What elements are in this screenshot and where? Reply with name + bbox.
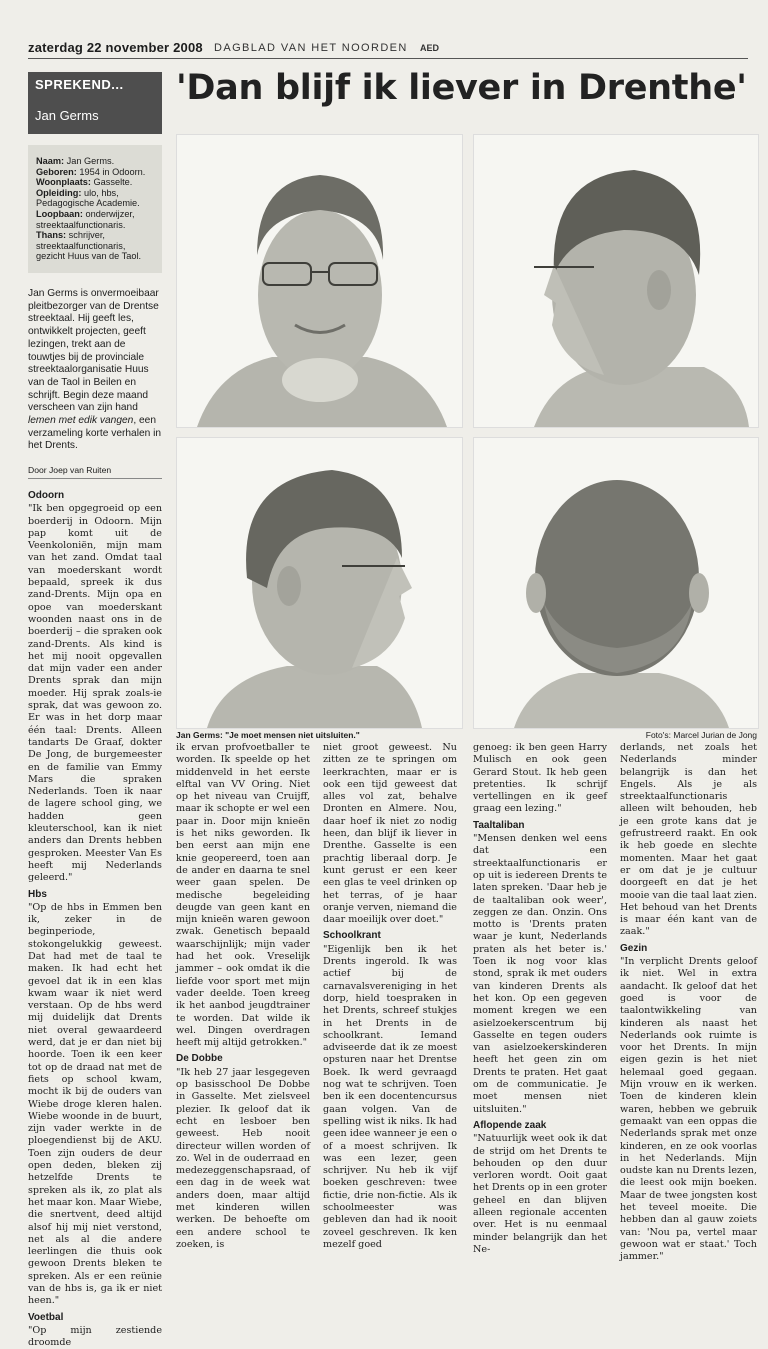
masthead <box>28 40 748 59</box>
portrait-photo-front <box>176 134 463 428</box>
infobox-label: Geboren: <box>36 166 77 177</box>
section-heading: Odoorn <box>28 490 65 501</box>
text-column-2 <box>176 742 310 1250</box>
infobox-label: Naam: <box>36 156 65 166</box>
portrait-photo-back <box>473 437 759 729</box>
section-heading: Aflopende zaak <box>473 1119 547 1131</box>
article-intro <box>28 288 162 453</box>
paragraph: niet groot geweest. Nu zitten ze te springen om leerkrachten, maar er is ook een tijd geweest dat alles vol zat, behalve Dronten en Almere. Nou, daar hoef ik niet zo nodig heen, dan blijf ik liever in Drenthe. Gasselte is een prachtig liberaal dorp. Je kunt gerust er een keer een glas te veel drinken op het terras, of je haar oranje verven, niemand die daar moeilijk over doet." <box>323 742 457 926</box>
text-column-5 <box>620 742 757 1263</box>
newspaper-name: DAGBLAD VAN HET NOORDEN <box>214 42 408 54</box>
infobox-value: Gasselte. <box>90 177 133 188</box>
paragraph: derlands, net zoals het Nederlands minder belangrijk is dan het Engels. Als je als streektaalfunctionaris alleen wilt behouden, heb je een grote kans dat je gefrustreerd raakt. En ook ik heb goede en slechte momenten. Maar het gaat er om dat je je cultuur doorgeeft en dat je het mooie van die taal laat zien. Het behoud van het Drents is maar één kant van de zaak." <box>620 742 757 938</box>
section-heading: Taaltaliban <box>473 819 525 831</box>
intro-text: Jan Germs is onvermoeibaar pleitbezorger van de Drentse streektaal. Hij geeft les, ontwikkelt projecten, geeft lezingen, trekt aan de touwtjes bij de provinciale streektaalorganisatie Huus van de Taol in Beilen en schrijft. Begin deze maand verscheen van zijn hand <box>28 288 159 414</box>
byline: Door Joep van Ruiten <box>28 465 162 479</box>
infobox-row <box>36 188 156 209</box>
infobox-row <box>36 156 156 167</box>
paragraph: "Ik ben opgegroeid op een boerderij in Odoorn. Mijn pap komt uit de Veenkoloniën, mijn mam van het zand. Omdat taal van moederskant wordt bepaald, spreek ik dus zand-Drents. Mijn opa en opoe van moederskant woonden naast ons in de boerderij – die spraken ook zand-Drents. Als kind is het mij nooit opgevallen dat mijn vader een ander Drents sprak dan mijn moeder. Hij sprak zoals-ie sprak, dat was gewoon zo. Er was in het dorp maar één taal: Drents. Alleen tandarts De Graaf, dokter De Jong, de burgemeester en de familie van Emmy Mars die spraken Nederlands. Toen ik naar de lagere school ging, we hadden geen kleuterschool, kan ik niet anders dan Drents hebben gesproken. Meester Van Es heeft mij Nederlands geleerd." <box>28 503 162 884</box>
infobox-label: Woonplaats: <box>36 177 91 188</box>
paragraph: "In verplicht Drents geloof ik niet. Wel in extra aandacht. Ik geloof dat het goed is voor de taalontwikkeling van kinderen als naast het Nederlands ook ruimte is voor het Drents. In mijn eigen gezin is het niet helemaal goed gegaan. Mijn vrouw en ik werken. Toen de kinderen klein waren, hebben we gebruik gemaakt van een oppas die Nederlands sprak met onze kinderen, en ze ook voorlas in het Nederlands. Mijn oudste kan nu Drents lezen, die leest ook mijn boeken. Maar de twee jongsten kost het teveel moeite. Die hebben dan al gauw zoiets van: 'Nou pa, vertel maar gewoon wat er staat.' Toch jammer." <box>620 956 757 1263</box>
rubric-title: SPREKEND... <box>35 77 124 92</box>
rubric-box <box>28 72 162 134</box>
intro-text-end: , een verzameling korte verhalen in het Drents. <box>28 415 162 452</box>
section-heading: Schoolkrant <box>323 930 381 942</box>
paragraph: "Mensen denken wel eens dat een streektaalfunctionaris er op uit is iedereen Drents te laten spreken. 'Daar heb je de taaltaliban ook weer', zeggen ze dan. Onzin. Ons motto is 'Drents praten waar je kunt, Nederlands praten als het beter is.' Toen ik nog voor klas stond, sprak ik met ouders van kinderen Drents als het kon. Op een gegeven moment kregen we een asielzoekerscentrum bij Gasselte en tegen ouders van asielzoekerskinderen heeft het geen zin om Drents te praten. Het gaat om de communicatie. Je moet mensen niet uitsluiten." <box>473 833 607 1115</box>
paragraph: genoeg: ik ben geen Harry Mulisch en ook geen Gerard Stout. Ik heb geen pretenties. Ik schrijf vertellingen en ik geef graag een lezing." <box>473 742 607 815</box>
infobox-label: Opleiding: <box>36 187 82 198</box>
infobox-row <box>36 230 156 262</box>
infobox-value: 1954 in Odoorn. <box>76 166 146 177</box>
paragraph: "Natuurlijk weet ook ik dat de strijd om het Drents te behouden op den duur verloren wordt. Ooit gaat het Drents op in een groter geheel en dan blijven alleen regionale accenten over. Het is nu eenmaal minder belangrijk dan het Ne- <box>473 1133 607 1255</box>
infobox-row <box>36 177 156 188</box>
section-heading: Gezin <box>620 942 648 954</box>
section-heading: De Dobbe <box>176 1053 223 1065</box>
issue-date: zaterdag 22 november 2008 <box>28 40 203 55</box>
infobox-value: ulo, hbs, Pedagogische Academie. <box>36 187 140 209</box>
headline: 'Dan blijf ik liever in Drenthe' <box>176 68 747 108</box>
paragraph: "Ik heb 27 jaar lesgegeven op basisschool De Dobbe in Gasselte. Met zielsveel plezier. Ik geloof dat ik echt en lesboer ben geweest. Heb nooit directeur willen worden of zo. Wel in de ouderraad en medezeggenschapsraad, of een dag in de week wat anders doen, maar altijd met kinderen willen werken. De behoefte om een andere school te zoeken, is <box>176 1066 310 1250</box>
infobox-label: Thans: <box>36 230 67 241</box>
book-title: lemen met edik vangen <box>28 415 134 427</box>
section-heading: Voetbal <box>28 1311 64 1323</box>
infobox-value: Jan Germs. <box>64 156 115 166</box>
infobox-value: schrijver, streektaalfunctionaris, gezicht Huus van de Taol. <box>36 230 142 262</box>
text-column-1 <box>28 486 162 1349</box>
profile-infobox <box>28 145 162 273</box>
infobox-row <box>36 209 156 230</box>
rubric-person-name: Jan Germs <box>35 108 99 123</box>
text-column-3 <box>323 742 457 1250</box>
edition-code: AED <box>420 43 440 53</box>
infobox-row <box>36 167 156 178</box>
paragraph: ik ervan profvoetballer te worden. Ik speelde op het middenveld in het eerste elftal van VV Oring. Niet op het niveau van Cruijff, maar ik schopte er wel een paar in. Door mijn knieën is het niks geworden. Ik ben eerst aan mijn ene knie geopereerd, toen aan de ander en daarna te snel weer gaan spelen. De medische begeleiding deugde van geen kant en mijn knieën waren gewoon zwak. Genetisch bepaald waarschijnlijk; mijn vader had het ook. Vreselijk jammer – ook omdat ik die liefde voor sport met mijn vader deelde. Toen kreeg ik het aanbod jeugdtrainer te worden. Dat wilde ik wel. Dingen overdragen heeft mij altijd getrokken." <box>176 742 310 1049</box>
photo-credit: Foto's: Marcel Jurian de Jong <box>645 730 757 740</box>
infobox-value: onderwijzer, streektaalfunctionaris. <box>36 208 135 230</box>
text-column-4 <box>473 742 607 1255</box>
paragraph: "Op mijn zestiende droomde <box>28 1324 162 1349</box>
paragraph: "Op de hbs in Emmen ben ik, zeker in de beginperiode, stokongelukkig geweest. Dat had met de taal te maken. Ik had echt het gevoel dat ik in een klas kwam waar ik niet werd verstaan. Op de hbs werd mij duidelijk dat Drents niet overal gewaardeerd werd, dat je er dan niet bij hoorde. Toen ik een keer tot op de draad nat met de fiets op school kwam, mocht ik bij de ouders van Wiebe droge kleren halen. Wiebe woonde in de buurt, zijn vader werkte in de ploegendienst bij de AKU. Toen zijn ouders de deur open deden, bleken zij hetzelfde Drents te spreken als ik, zo plat als het maar kon. Maar Wiebe, die snertvent, deed altijd alsof hij mij niet verstond, net als al die andere leerlingen die thuis ook gewoon Drents bleken te spreken. Als er een reünie van de hbs is, ga ik er niet heen." <box>28 901 162 1307</box>
portrait-photo-profile-right <box>473 134 759 428</box>
section-heading: Hbs <box>28 888 47 900</box>
paragraph: "Eigenlijk ben ik het Drents ingerold. Ik was actief bij de carnavalsvereniging in het dorp, hield toespraken in het Drents, schreef stukjes in het Drents in de schoolkrant. Iemand adviseerde dat ik ze moest opsturen naar het Drentse Boek. Ik werd gevraagd nog wat te schrijven. Toen ben ik een docentencursus gaan volgen. Van de spelling wist ik niks. Ik had geen idee wanneer je een o of a moest schrijven. Ik was een lezer, geen schrijver. Nu heb ik vijf boeken geschreven: twee fictie, drie non-fictie. Als ik schoolmeester was gebleven dan had ik nooit zoveel geschreven. Ik ken mezelf goed <box>323 943 457 1250</box>
infobox-label: Loopbaan: <box>36 208 83 219</box>
portrait-photo-profile-left <box>176 437 463 729</box>
photo-caption: Jan Germs: "Je moet mensen niet uitsluiten." <box>176 730 360 740</box>
